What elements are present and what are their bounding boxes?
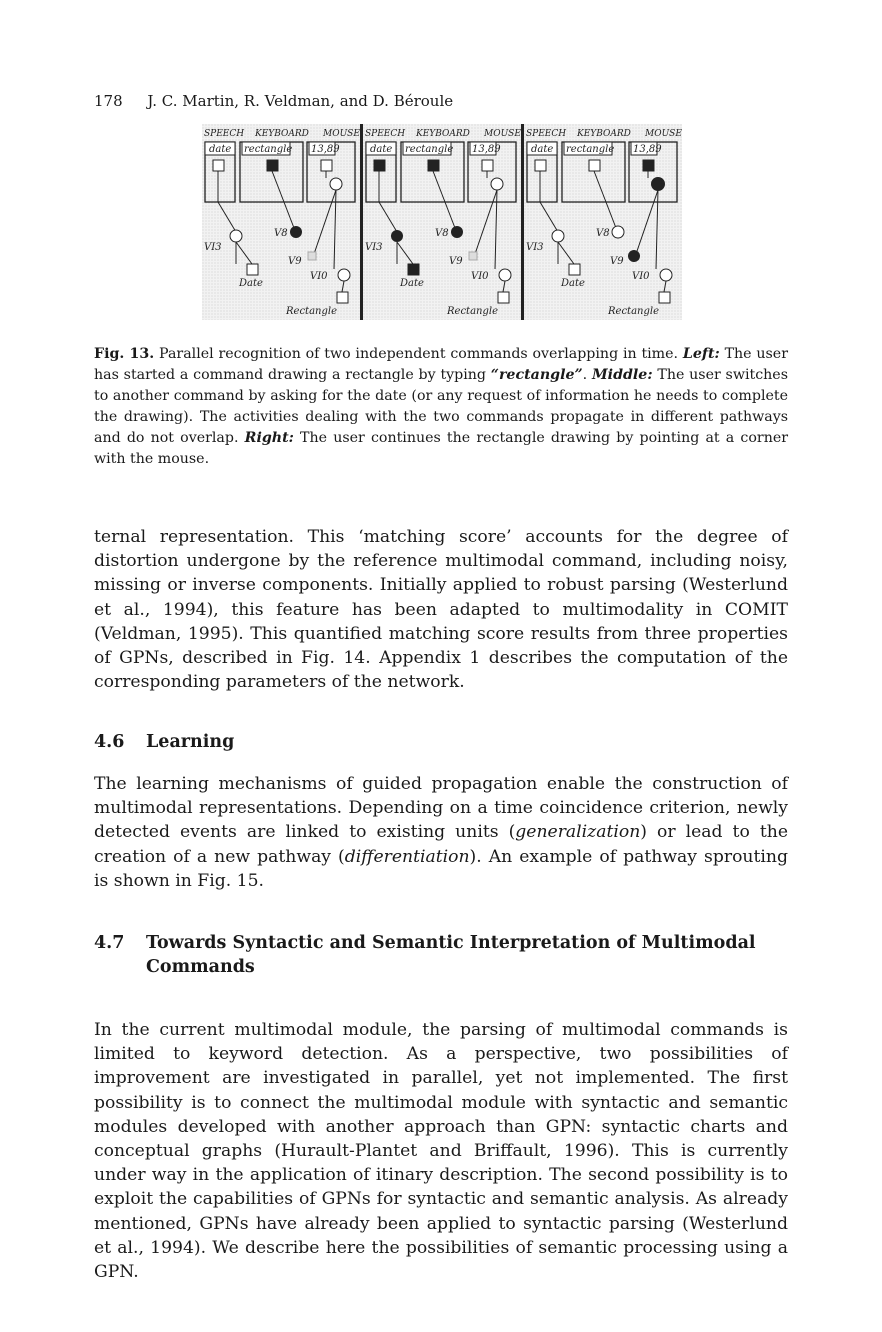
out-date: Date [400,278,424,289]
section-heading-4-6 [94,730,234,754]
panel-right [524,124,682,320]
input-date: date [531,144,554,155]
node-v9: V9 [610,256,624,267]
out-rectangle: Rectangle [608,306,659,317]
header-speech: SPEECH [365,129,406,139]
header-mouse: MOUSE [323,129,360,139]
term-generalization: generalization [515,822,641,843]
input-date: date [370,144,393,155]
input-coords: 13,89 [472,144,501,155]
section-heading-4-7 [94,931,794,979]
input-rectangle: rectangle [244,144,293,155]
header-speech: SPEECH [204,129,245,139]
running-head [94,92,453,110]
paragraph-3: In the current multimodal module, the parsing of multimodal commands is limited to keyword detection. As a perspective, two possibilities of improvement are investigated in parallel, yet not implemented. The first possibility is to connect the multimodal module with syntactic and semantic modules developed with another approach than GPN: syntactic charts and conceptual graphs (Hurault-Plantet and Briffault, 1996). This is currently under way in the application of itinary description. The second possibility is to exploit the capabilities of GPNs for syntactic and semantic analysis. As already mentioned, GPNs have already been applied to syntactic parsing (Westerlund et al., 1994). We describe here the possibilities of semantic processing using a GPN. [94,1020,788,1283]
out-rectangle: Rectangle [447,306,498,317]
out-rectangle: Rectangle [286,306,337,317]
node-v8: V8 [596,228,610,239]
node-v10: VI0 [632,271,650,282]
header-keyboard: KEYBOARD [255,129,309,139]
section-title-cont: Commands [146,957,255,977]
panel-middle [363,124,521,320]
section-title: Towards Syntactic and Semantic Interpretation of Multimodal [146,933,756,953]
out-date: Date [561,278,585,289]
caption-text: The user switches to another command by asking for the date (or any request of information he needs to complete the drawing). The activities dealing with the two commands propagate in different pathways and do not overlap. [94,367,788,446]
caption-quoted: “rectangle” [490,367,583,383]
header-keyboard: KEYBOARD [577,129,631,139]
caption-middle-label: Middle: [591,367,653,383]
authors: J. C. Martin, R. Veldman, and D. Béroule [147,92,454,110]
paragraph-2 [94,772,788,893]
input-coords: 13,89 [311,144,340,155]
node-v13: VI3 [526,242,544,253]
node-v8: V8 [274,228,288,239]
node-v10: VI0 [471,271,489,282]
caption-text: The user continues the rectangle drawing by pointing at a corner with the mouse. [94,430,789,467]
section-number: 4.7 [94,933,125,953]
caption-text: . [582,367,592,383]
term-differentiation: differentiation [344,846,470,867]
caption-text: Parallel recognition of two independent commands overlapping in time. [154,346,683,362]
header-keyboard: KEYBOARD [416,129,470,139]
panel-left [202,124,360,320]
node-v8: V8 [435,228,449,239]
node-v13: VI3 [204,242,222,253]
out-date: Date [239,278,263,289]
section-number: 4.6 [94,732,125,752]
figure-13 [202,124,682,320]
input-rectangle: rectangle [405,144,454,155]
input-coords: 13,89 [633,144,662,155]
header-mouse: MOUSE [645,129,682,139]
figure-caption [94,344,788,470]
header-mouse: MOUSE [484,129,521,139]
caption-label: Fig. 13. [94,346,155,362]
node-v9: V9 [449,256,463,267]
caption-text: The user has started a command drawing a rectangle by typing [94,346,788,383]
paragraph-1: ternal representation. This ‘matching score’ accounts for the degree of distortion undergone by the reference multimodal command, including noisy, missing or inverse components. Initially applied to robust parsing (Westerlund et al., 1994), this feature has been adapted to multimodality in COMIT (Veldman, 1995). This quantified matching score results from three properties of GPNs, described in Fig. 14. Appendix 1 describes the computation of the corresponding parameters of the network. [94,527,788,693]
node-v13: VI3 [365,242,383,253]
node-v9: V9 [288,256,302,267]
paragraph-text: ). An example of pathway sprouting is shown in Fig. 15. [94,846,788,891]
input-rectangle: rectangle [566,144,615,155]
paragraph-text: The learning mechanisms of guided propagation enable the construction of multimodal representations. Depending on a time coincidence criterion, newly detected events are linked to existing units ( [94,774,788,843]
page-number: 178 [94,92,123,110]
section-title: Learning [146,732,235,752]
caption-right-label: Right: [244,430,294,446]
paragraph-text: ) or lead to the creation of a new pathway ( [94,822,788,867]
input-date: date [209,144,232,155]
node-v10: VI0 [310,271,328,282]
header-speech: SPEECH [526,129,567,139]
caption-left-label: Left: [682,346,720,362]
